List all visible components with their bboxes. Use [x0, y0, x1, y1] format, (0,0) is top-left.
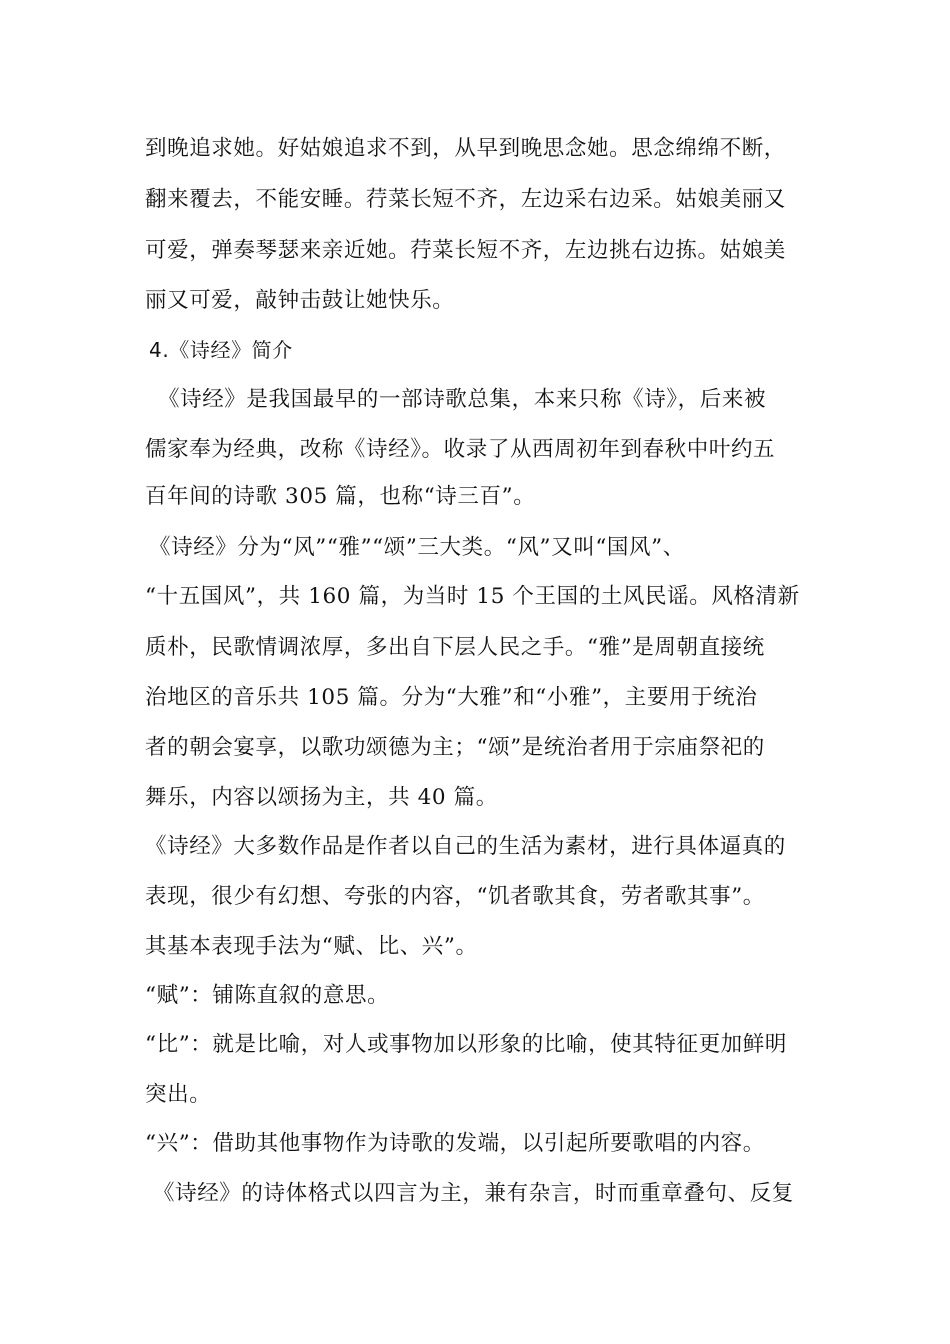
paragraph-line: 可爱，弹奏琴瑟来亲近她。荇菜长短不齐，左边挑右边拣。姑娘美 [145, 238, 786, 263]
section-heading: 4.《诗经》简介 [149, 338, 293, 362]
paragraph-line: “十五国风”，共 160 篇，为当时 15 个王国的土风民谣。风格清新 [145, 584, 800, 609]
paragraph-line: 其基本表现手法为“赋、比、兴”。 [145, 934, 478, 959]
paragraph-line: 治地区的音乐共 105 篇。分为“大雅”和“小雅”，主要用于统治 [145, 685, 758, 710]
paragraph-line: 到晚追求她。好姑娘追求不到，从早到晚思念她。思念绵绵不断， [145, 136, 786, 161]
paragraph-line: 者的朝会宴享，以歌功颂德为主；“颂”是统治者用于宗庙祭祀的 [145, 735, 765, 760]
paragraph-line: 翻来覆去，不能安睡。荇菜长短不齐，左边采右边采。姑娘美丽又 [145, 187, 786, 212]
paragraph-line: “比”：就是比喻，对人或事物加以形象的比喻，使其特征更加鲜明 [145, 1032, 787, 1057]
paragraph-line: “兴”：借助其他事物作为诗歌的发端，以引起所要歌唱的内容。 [145, 1131, 765, 1156]
paragraph-line: 突出。 [145, 1082, 212, 1107]
paragraph-line: 舞乐，内容以颂扬为主，共 40 篇。 [145, 785, 498, 810]
paragraph-line: “赋”：铺陈直叙的意思。 [145, 983, 390, 1008]
paragraph-line: 质朴，民歌情调浓厚，多出自下层人民之手。“雅”是周朝直接统 [145, 635, 765, 660]
paragraph-line: 百年间的诗歌 305 篇，也称“诗三百”。 [145, 484, 536, 509]
paragraph-line: 《诗经》大多数作品是作者以自己的生活为素材，进行具体逼真的 [145, 834, 786, 859]
paragraph-line: 儒家奉为经典，改称《诗经》。收录了从西周初年到春秋中叶约五 [145, 437, 776, 462]
paragraph-line: 丽又可爱，敲钟击鼓让她快乐。 [145, 288, 455, 313]
paragraph-line: 《诗经》的诗体格式以四言为主，兼有杂言，时而重章叠句、反复 [153, 1181, 794, 1206]
paragraph-line: 《诗经》分为“风”“雅”“颂”三大类。“风”又叫“国风”、 [149, 535, 685, 560]
paragraph-line: 表现，很少有幻想、夸张的内容，“饥者歌其食，劳者歌其事”。 [145, 884, 765, 909]
paragraph-line: 《诗经》是我国最早的一部诗歌总集，本来只称《诗》，后来被 [158, 387, 767, 412]
